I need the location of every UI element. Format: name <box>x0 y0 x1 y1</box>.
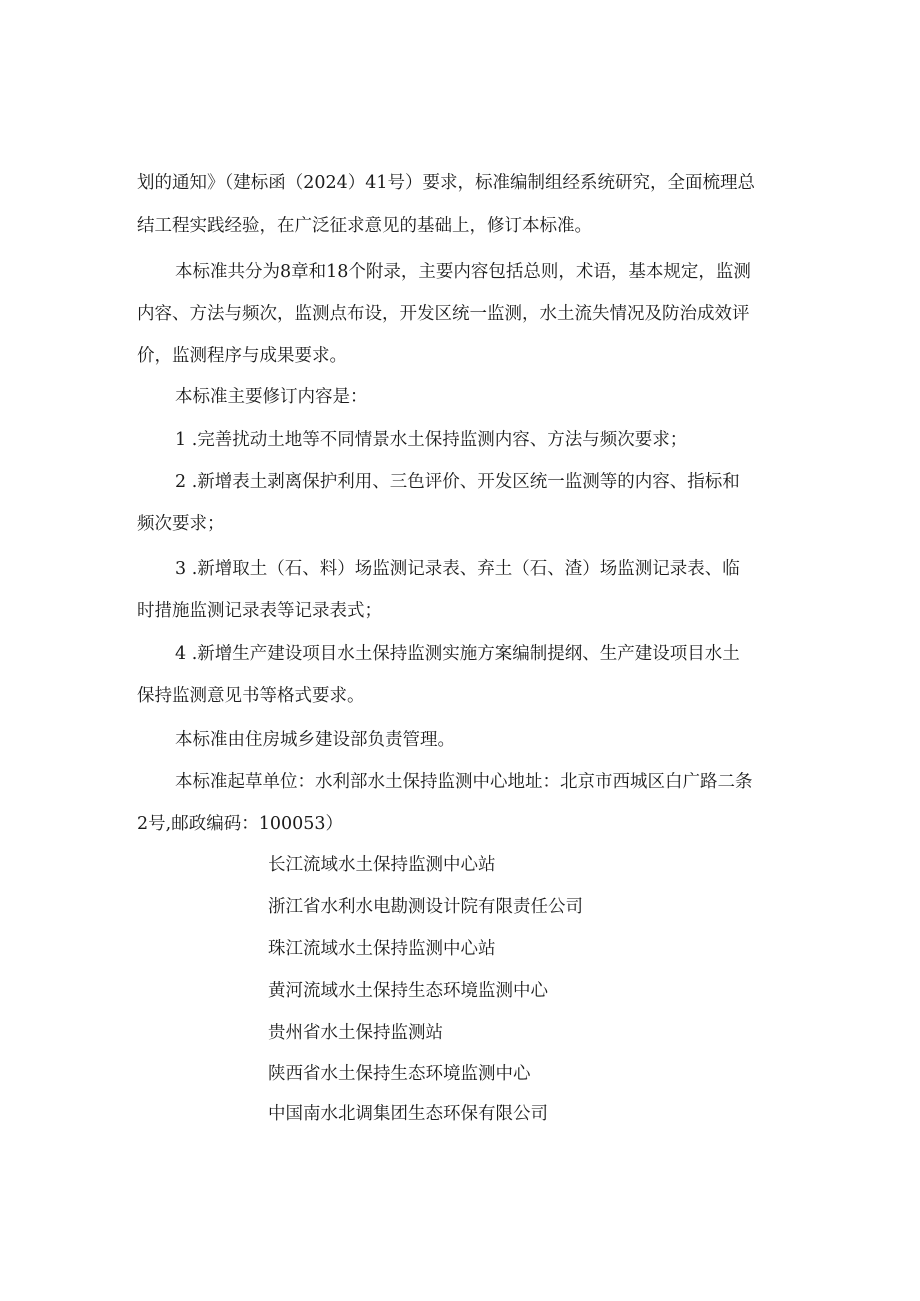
intro-line-1: 划的通知》（建标函（2024）41号）要求，标准编制组经系统研究，全面梳理总 <box>137 173 756 193</box>
summary-line-1: 本标准共分为8章和18个附录，主要内容包括总则，术语，基本规定，监测 <box>175 262 751 282</box>
summary-line-3: 价，监测程序与成果要求。 <box>137 346 347 366</box>
organization-item: 陕西省水土保持生态环境监测中心 <box>268 1064 531 1084</box>
revisions-heading: 本标准主要修订内容是： <box>175 387 368 407</box>
revision-item-1: 1 .完善扰动土地等不同情景水土保持监测内容、方法与频次要求； <box>175 430 688 450</box>
organization-item: 长江流域水土保持监测中心站 <box>268 855 496 875</box>
organization-item: 中国南水北调集团生态环保有限公司 <box>268 1104 548 1124</box>
revision-item-4-line-2: 保持监测意见书等格式要求。 <box>137 686 365 706</box>
drafting-line-1: 本标准起草单位：水利部水土保持监测中心地址：北京市西城区白广路二条 <box>175 772 753 792</box>
management-statement: 本标准由住房城乡建设部负责管理。 <box>175 730 455 750</box>
organization-item: 黄河流域水土保持生态环境监测中心 <box>268 981 548 1001</box>
organization-item: 珠江流域水土保持监测中心站 <box>268 939 496 959</box>
organization-item: 浙江省水利水电勘测设计院有限责任公司 <box>268 897 583 917</box>
organization-item: 贵州省水土保持监测站 <box>268 1023 443 1043</box>
intro-line-2: 结工程实践经验，在广泛征求意见的基础上，修订本标准。 <box>137 216 592 236</box>
revision-item-3-line-1: 3 .新增取土（石、料）场监测记录表、弃土（石、渣）场监测记录表、临 <box>175 559 740 579</box>
summary-line-2: 内容、方法与频次，监测点布设，开发区统一监测，水土流失情况及防治成效评 <box>137 304 750 324</box>
revision-item-3-line-2: 时措施监测记录表等记录表式； <box>137 601 382 621</box>
revision-item-2-line-1: 2 .新增表土剥离保护利用、三色评价、开发区统一监测等的内容、指标和 <box>175 472 740 492</box>
revision-item-4-line-1: 4 .新增生产建设项目水土保持监测实施方案编制提纲、生产建设项目水土 <box>175 644 740 664</box>
drafting-line-2: 2号,邮政编码：100053） <box>137 814 344 834</box>
revision-item-2-line-2: 频次要求； <box>137 514 225 534</box>
